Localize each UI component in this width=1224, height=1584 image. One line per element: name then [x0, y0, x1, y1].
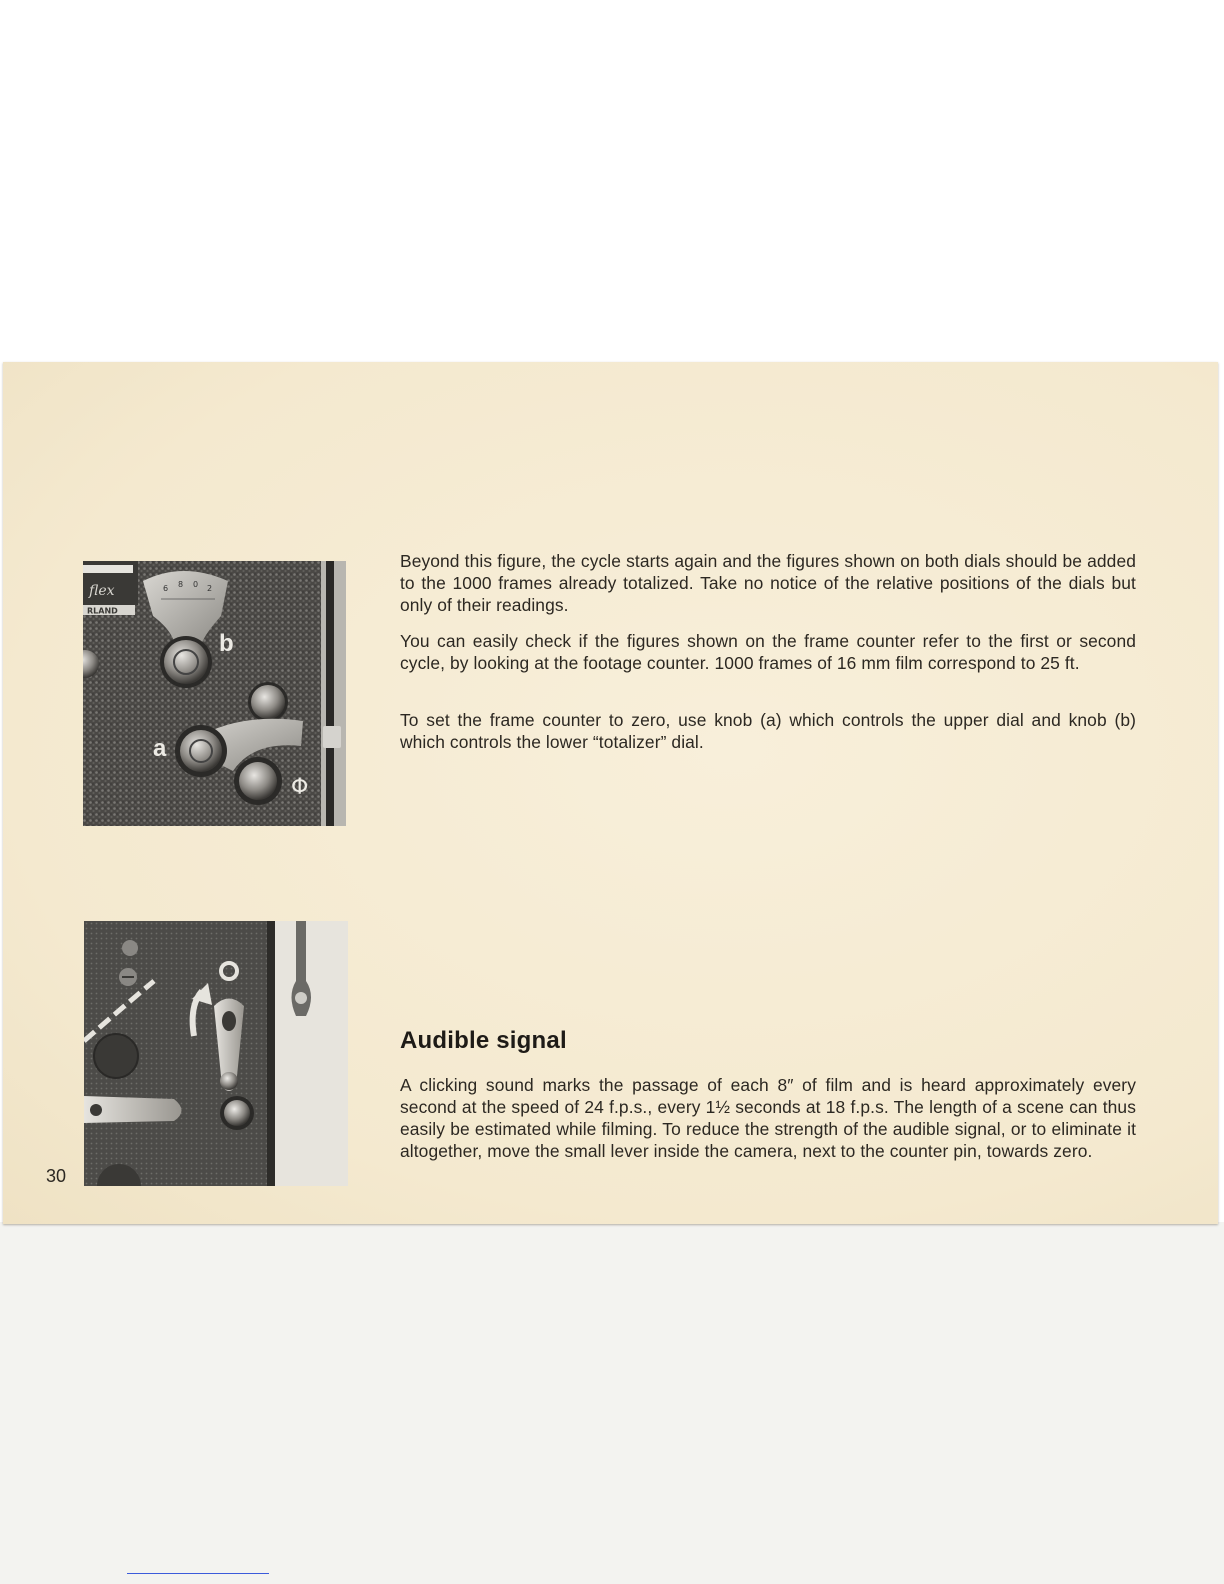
label-strip-text: RLAND: [87, 606, 118, 616]
frame-counter-photo: [83, 561, 346, 826]
knob-b-label: b: [219, 630, 234, 657]
paragraph-footage-check: You can easily check if the figures shown on the frame counter refer to the first or second cycle, by looking at the footage counter. 1000 frames of 16 mm film correspond to 25 ft.: [400, 631, 1136, 673]
paragraph-cycle: Beyond this figure, the cycle starts again and the figures shown on both dials should be added to the 1000 frames already totalized. Take no notice of the relative positions of the dials but only of their readings.: [400, 551, 1136, 615]
scan-background: [0, 1222, 1224, 1584]
page-number: 30: [46, 1166, 67, 1186]
lower-knob: [239, 762, 277, 800]
knob-b: [164, 640, 208, 684]
knob-a: [180, 730, 222, 772]
paragraph-reset: To set the frame counter to zero, use knob (a) which controls the upper dial and knob (b) which controls the lower “totalizer” dial.: [400, 710, 1136, 752]
knob-a-label: a: [153, 735, 167, 762]
audible-signal-photo: [84, 921, 348, 1186]
section-heading: Audible signal: [400, 1027, 567, 1054]
paragraph-audible-signal: A clicking sound marks the passage of each 8″ of film and is heard approximately every second at the speed of 24 f.p.s., every 1½ seconds at 18 f.p.s. The length of a scene can thus easily be estimated while filming. To reduce the strength of the audible signal, or to eliminate it altogether, move the small lever inside the camera, next to the counter pin, towards zero.: [400, 1075, 1136, 1161]
svg-text:8: 8: [178, 580, 184, 589]
bottom-line: [127, 1573, 269, 1574]
counter-pin: [224, 1100, 250, 1126]
svg-text:2: 2: [207, 584, 213, 593]
svg-text:0: 0: [193, 580, 199, 589]
phi-symbol: Φ: [291, 775, 309, 800]
logo-text: flex: [89, 583, 115, 599]
svg-text:6: 6: [163, 584, 169, 593]
side-button: [251, 685, 285, 719]
